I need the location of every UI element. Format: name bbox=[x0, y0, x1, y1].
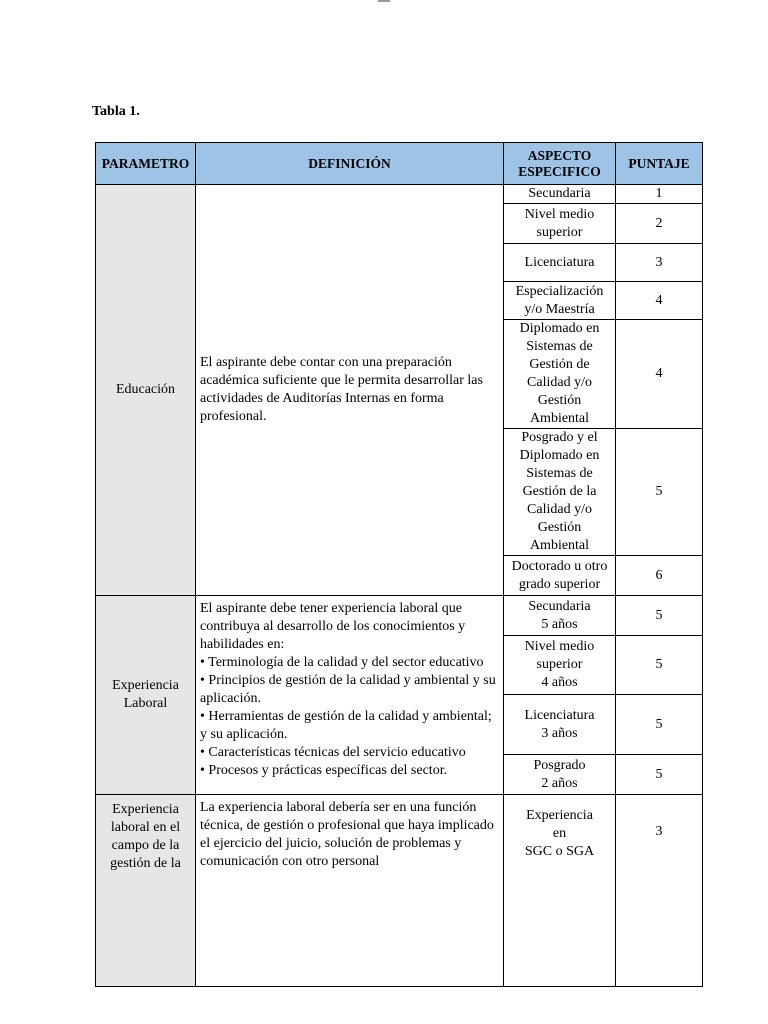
aspect-line: 5 años bbox=[541, 616, 578, 632]
score-cell: 4 bbox=[616, 282, 703, 320]
aspect-line: en bbox=[552, 826, 567, 841]
param-experiencia-laboral: Experiencia Laboral bbox=[96, 596, 196, 795]
score-cell: 3 bbox=[616, 244, 703, 282]
aspect-line: SGC o SGA bbox=[524, 844, 595, 859]
param-educacion: Educación bbox=[96, 185, 196, 596]
score-cell: 5 bbox=[616, 755, 703, 795]
definition-bullet: • Procesos y prácticas específicas del sector. bbox=[200, 763, 448, 778]
header-parametro: PARAMETRO bbox=[96, 143, 196, 185]
aspect-cell: Diplomado en Sistemas de Gestión de Calidad y/o Gestión Ambiental bbox=[504, 320, 616, 429]
score-cell: 5 bbox=[616, 596, 703, 636]
aspect-cell: Licenciatura bbox=[504, 244, 616, 282]
definition-bullet: • Principios de gestión de la calidad y ambiental y su aplicación. bbox=[200, 673, 496, 706]
definition-experiencia-laboral bbox=[196, 596, 504, 795]
score-cell: 1 bbox=[616, 185, 703, 204]
page-top-mark bbox=[378, 0, 390, 2]
definition-experiencia-gestion: La experiencia laboral debería ser en una función técnica, de gestión o profesional que haya implicado el ejercicio del juicio, solución de problemas y comunicación con otro personal bbox=[196, 795, 504, 987]
score-cell: 2 bbox=[616, 204, 703, 244]
aspect-cell: Posgrado y el Diplomado en Sistemas de Gestión de la Calidad y/o Gestión Ambiental bbox=[504, 429, 616, 556]
header-definicion: DEFINICIÓN bbox=[196, 143, 504, 185]
aspect-cell: Doctorado u otro grado superior bbox=[504, 556, 616, 596]
aspect-cell: Especialización y/o Maestría bbox=[504, 282, 616, 320]
aspect-cell bbox=[504, 795, 616, 987]
header-aspecto: ASPECTO ESPECIFICO bbox=[504, 143, 616, 185]
aspect-cell bbox=[504, 695, 616, 755]
aspect-line: 3 años bbox=[541, 725, 578, 741]
aspect-cell bbox=[504, 596, 616, 636]
score-cell: 3 bbox=[616, 795, 703, 987]
param-text: Experiencia laboral en el campo de la gestión de la bbox=[110, 802, 181, 871]
table-caption: Tabla 1. bbox=[92, 104, 140, 119]
aspect-cell: Nivel medio superior bbox=[504, 204, 616, 244]
aspect-line: Posgrado bbox=[533, 757, 586, 773]
definition-bullet: • Herramientas de gestión de la calidad y ambiental; y su aplicación. bbox=[200, 709, 492, 742]
aspect-line: 2 años bbox=[541, 775, 578, 791]
score-cell: 4 bbox=[616, 320, 703, 429]
definition-educacion: El aspirante debe contar con una preparación académica suficiente que le permita desarrollar las actividades de Auditorías Internas en forma profesional. bbox=[196, 185, 504, 596]
definition-intro: El aspirante debe tener experiencia laboral que contribuya al desarrollo de los conocimientos y habilidades en: bbox=[200, 601, 466, 652]
table-row bbox=[96, 795, 703, 987]
aspect-line: Licenciatura bbox=[524, 707, 595, 723]
header-puntaje: PUNTAJE bbox=[616, 143, 703, 185]
header-row bbox=[96, 143, 703, 185]
definition-bullet: • Terminología de la calidad y del sector educativo bbox=[200, 655, 484, 670]
score-cell: 5 bbox=[616, 636, 703, 695]
aspect-cell bbox=[504, 755, 616, 795]
param-experiencia-gestion bbox=[96, 795, 196, 987]
table-row bbox=[96, 596, 703, 636]
aspect-line: Experiencia bbox=[526, 808, 593, 823]
aspect-cell: Secundaria bbox=[504, 185, 616, 204]
table-row bbox=[96, 185, 703, 204]
aspect-line: 4 años bbox=[541, 675, 578, 690]
criteria-table bbox=[95, 142, 703, 987]
aspect-line: superior bbox=[536, 657, 583, 672]
score-cell: 6 bbox=[616, 556, 703, 596]
aspect-line: Secundaria bbox=[528, 598, 591, 614]
score-cell: 5 bbox=[616, 695, 703, 755]
score-cell: 5 bbox=[616, 429, 703, 556]
definition-bullet: • Características técnicas del servicio educativo bbox=[200, 745, 466, 760]
aspect-line: Nivel medio bbox=[524, 639, 595, 654]
aspect-cell bbox=[504, 636, 616, 695]
